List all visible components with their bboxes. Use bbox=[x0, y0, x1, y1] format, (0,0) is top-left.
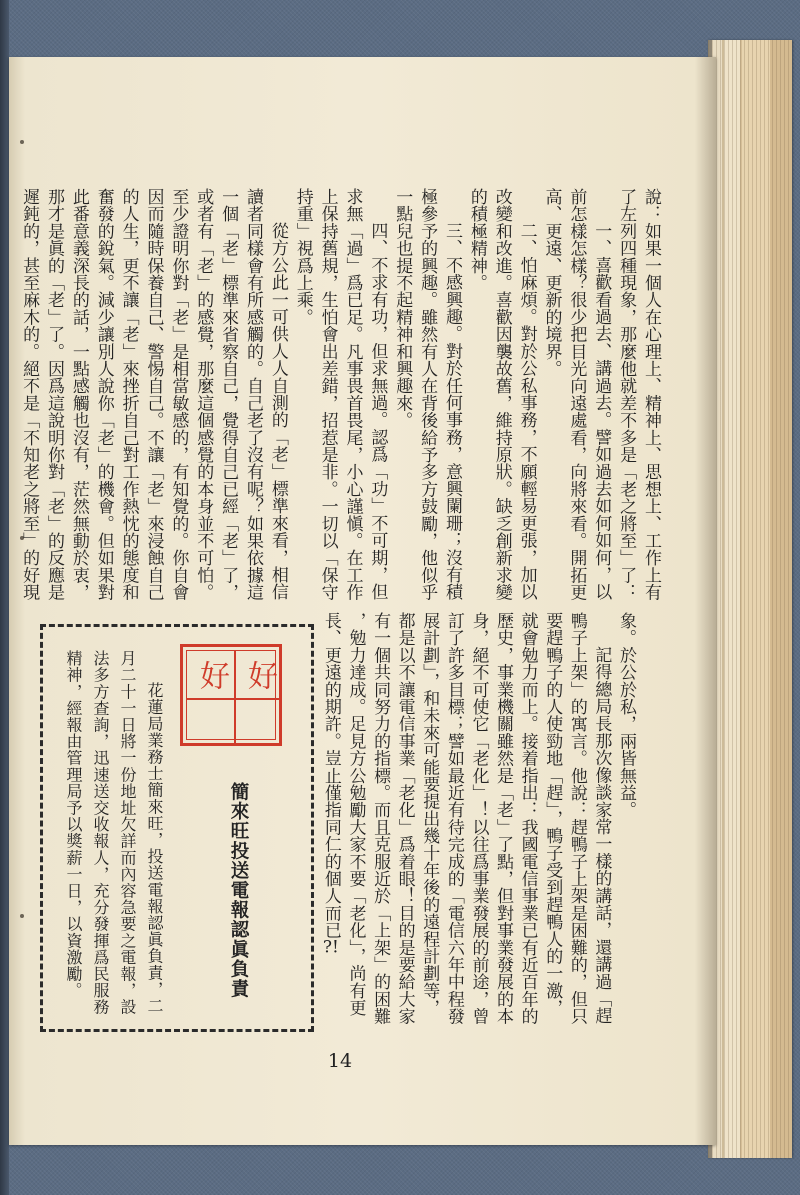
stamp-left-column: 好 bbox=[194, 660, 229, 708]
text-column: 一個「老」標準來省察自己，覺得自己已經「老」了， bbox=[218, 188, 239, 601]
text-column: 記得總局長那次像談家常一樣的講話，還講過「趕 bbox=[591, 646, 612, 1025]
text-column: 有一個共同努力的指標。而且克服近於「上架」的困難 bbox=[370, 612, 391, 1025]
text-column: 的人生，更不讓「老」來挫折自己對工作熱忱的態度和 bbox=[118, 188, 139, 601]
box-headline-text: 簡來旺投送電報認眞負責 bbox=[228, 782, 249, 999]
page-number: 14 bbox=[327, 1050, 353, 1072]
text-column: 象。於公於私，兩皆無益。 bbox=[616, 612, 636, 819]
text-column: 身，絕不可使它「老化」！以往爲事業發展的前途，曾 bbox=[468, 612, 489, 1025]
text-column: 鴨子上架」的寓言。他說：趕鴨子上架是困難的，但只 bbox=[566, 612, 587, 1025]
text-column: 高、更遠、更新的境界。 bbox=[541, 188, 562, 378]
text-column: 二、怕麻煩。對於公私事務，不願輕易更張，加以 bbox=[516, 222, 537, 601]
main-article-text bbox=[15, 188, 663, 604]
text-column: 了左列四種現象，那麼他就差不多是「老之將至」了： bbox=[616, 188, 637, 601]
text-column: 從方公此一可供人人自測的「老」標準來看，相信 bbox=[267, 222, 288, 601]
stamp-inner-frame bbox=[186, 650, 276, 740]
text-column: 或者有「老」的感覺，那麼這個感覺的本身並不可怕。 bbox=[193, 188, 214, 601]
text-column: 奮發的銳氣。減少讓別人說你「老」的機會。但如果對 bbox=[93, 188, 114, 601]
text-column: 精神，經報由管理局予以獎薪一日，以資激勵。 bbox=[64, 650, 83, 999]
text-column: 都是以不讓電信事業「老化」爲着眼！目的是要給大家 bbox=[394, 612, 415, 1025]
text-column: 那才是眞的「老」了。因爲這說明你對「老」的反應是 bbox=[44, 188, 64, 601]
text-column: 一、喜歡看過去、講過去。譬如過去如何如何，以 bbox=[591, 222, 612, 601]
book-spine bbox=[0, 0, 9, 1195]
text-column: 前怎樣怎樣？很少把目光向遠處看，向將來看。開拓更 bbox=[566, 188, 587, 601]
binding-hole bbox=[20, 914, 24, 918]
article-continuation-text bbox=[318, 612, 638, 1028]
text-column: 四、不求有功，但求無過。認爲「功」不可期，但 bbox=[367, 222, 388, 601]
text-column: 訂了許多目標；譬如最近有待完成的「電信六年中程發 bbox=[443, 612, 464, 1025]
text-column: 要趕鴨子的人使勁地「趕」，鴨子受到趕鴨人的一激， bbox=[542, 612, 563, 1017]
text-column: 法多方查詢，迅速送交收報人，充分發揮爲民服務 bbox=[91, 650, 110, 1016]
text-column: 就會勉力而上。接着指出：我國電信事業已有近百年的 bbox=[517, 612, 538, 1025]
stamp-right-column: 好 bbox=[242, 660, 277, 708]
text-column: 展計劃」，和未來可能要提出幾十年後的遠程計劃等， bbox=[419, 612, 440, 1017]
text-column: ，勉力達成。足見方公勉勵大家不要「老化」，尚有更 bbox=[345, 612, 366, 1017]
text-column: 月二十一日將一份地址欠詳而內容急要之電報，設 bbox=[118, 650, 137, 1016]
box-body-text bbox=[60, 650, 168, 1022]
text-column: 說：如果一個人在心理上、精神上、思想上、工作上有 bbox=[641, 188, 661, 601]
good-deeds-stamp bbox=[180, 644, 282, 746]
text-column: 三、不感興趣。對於任何事務，意興闌珊；沒有積 bbox=[442, 222, 462, 601]
text-column: 至少證明你對「老」是相當敏感的，有知覺的。你自會 bbox=[168, 188, 189, 601]
text-column: 的積極精神。 bbox=[466, 188, 487, 292]
text-column: 一點兒也提不起精神和興趣來。 bbox=[392, 188, 413, 429]
text-column: 持重」視爲上乘。 bbox=[292, 188, 313, 326]
closing-punctuation: ?! bbox=[322, 938, 339, 956]
text-column: 花蓮局業務士簡來旺，投送電報認眞負責，二 bbox=[145, 682, 164, 1014]
page-stack-edge bbox=[708, 40, 792, 1158]
binding-hole bbox=[20, 140, 24, 144]
text-column: 讀者同樣會有所感觸的。自己老了沒有呢？如果依據這 bbox=[243, 188, 263, 601]
text-column: 改變和改進。喜歡因襲故舊，維持原狀。缺乏創新求變 bbox=[491, 188, 512, 601]
text-column: 求無「過」爲已足。凡事畏首畏尾，小心謹愼。在工作 bbox=[342, 188, 363, 601]
text-column: 上保持舊規，生怕會出差錯，招惹是非。一切以「保守 bbox=[317, 188, 338, 601]
text-column: 此番意義深長的話，一點感觸也沒有，茫然無動於衷， bbox=[68, 188, 89, 601]
text-column: 歷史，事業機關雖然是「老」了點，但對事業發展的本 bbox=[493, 612, 514, 1025]
text-column: 遲鈍的，甚至麻木的。絕不是「不知老之將至」的好現 bbox=[19, 188, 40, 601]
text-column: 極參予的興趣。雖然有人在背後給予多方鼓勵，他似乎 bbox=[417, 188, 438, 601]
text-column: 因而隨時保養自己、警惕自己。不讓「老」來浸蝕自己 bbox=[143, 188, 164, 601]
box-headline bbox=[225, 782, 251, 1014]
text-column bbox=[318, 612, 343, 1028]
text-column-body: 長、更遠的期許。豈止僅指同仁的個人而已 bbox=[320, 612, 341, 939]
